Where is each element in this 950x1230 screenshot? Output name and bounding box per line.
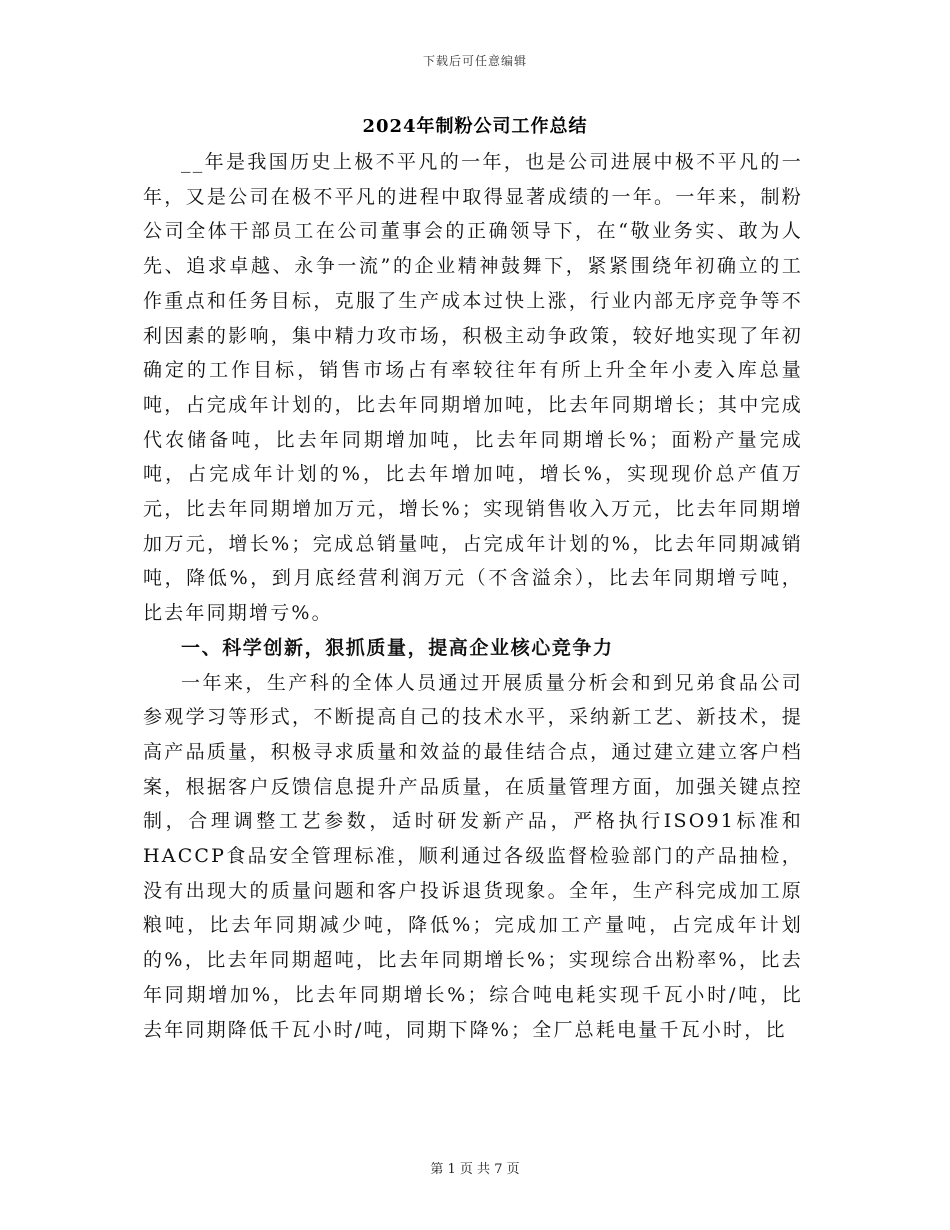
page-number-footer: 第 1 页 共 7 页 <box>430 1162 520 1177</box>
section-heading-1: 一、科学创新，狠抓质量，提高企业核心竞争力 <box>181 636 614 659</box>
paragraph-section-1: 一年来，生产科的全体人员通过开展质量分析会和到兄弟食品公司参观学习等形式，不断提高自己的技术水平，采纳新工艺、新技术，提高产品质量，积极寻求质量和效益的最佳结合点，通过建立建立客户档案，根据客户反馈信息提升产品质量，在质量管理方面，加强关键点控制，合理调整工艺参数，适时研发新产品，严格执行ISO91标准和HACCP食品安全管理标准，顺利通过各级监督检验部门的产品抽检，没有出现大的质量问题和客户投诉退货现象。全年，生产科完成加工原粮吨，比去年同期减少吨，降低%；完成加工产量吨，占完成年计划的%，比去年同期超吨，比去年同期增长%；实现综合出粉率%，比去年同期增加%，比去年同期增长%；综合吨电耗实现千瓦小时/吨，比去年同期降低千瓦小时/吨，同期下降%；全厂总耗电量千瓦小时，比 <box>143 671 803 1041</box>
document-title: 2024年制粉公司工作总结 <box>362 116 588 137</box>
paragraph-intro: __年是我国历史上极不平凡的一年，也是公司进展中极不平凡的一年，又是公司在极不平凡的进程中取得显著成绩的一年。一年来，制粉公司全体干部员工在公司董事会的正确领导下，在“敬业务实、敢为人先、追求卓越、永争一流”的企业精神鼓舞下，紧紧围绕年初确立的工作重点和任务目标，克服了生产成本过快上涨，行业内部无序竞争等不利因素的影响，集中精力攻市场，积极主动争政策，较好地实现了年初确定的工作目标，销售市场占有率较往年有所上升全年小麦入库总量吨，占完成年计划的，比去年同期增加吨，比去年同期增长；其中完成代农储备吨，比去年同期增加吨，比去年同期增长%；面粉产量完成吨，占完成年计划的%，比去年增加吨，增长%，实现现价总产值万元，比去年同期增加万元，增长%；实现销售收入万元，比去年同期增加万元，增长%；完成总销量吨，占完成年计划的%，比去年同期减销吨，降低%，到月底经营利润万元（不含溢余），比去年同期增亏吨，比去年同期增亏%。 <box>143 151 803 625</box>
document-body <box>143 145 803 1047</box>
page-header-note: 下载后可任意编辑 <box>422 54 527 68</box>
